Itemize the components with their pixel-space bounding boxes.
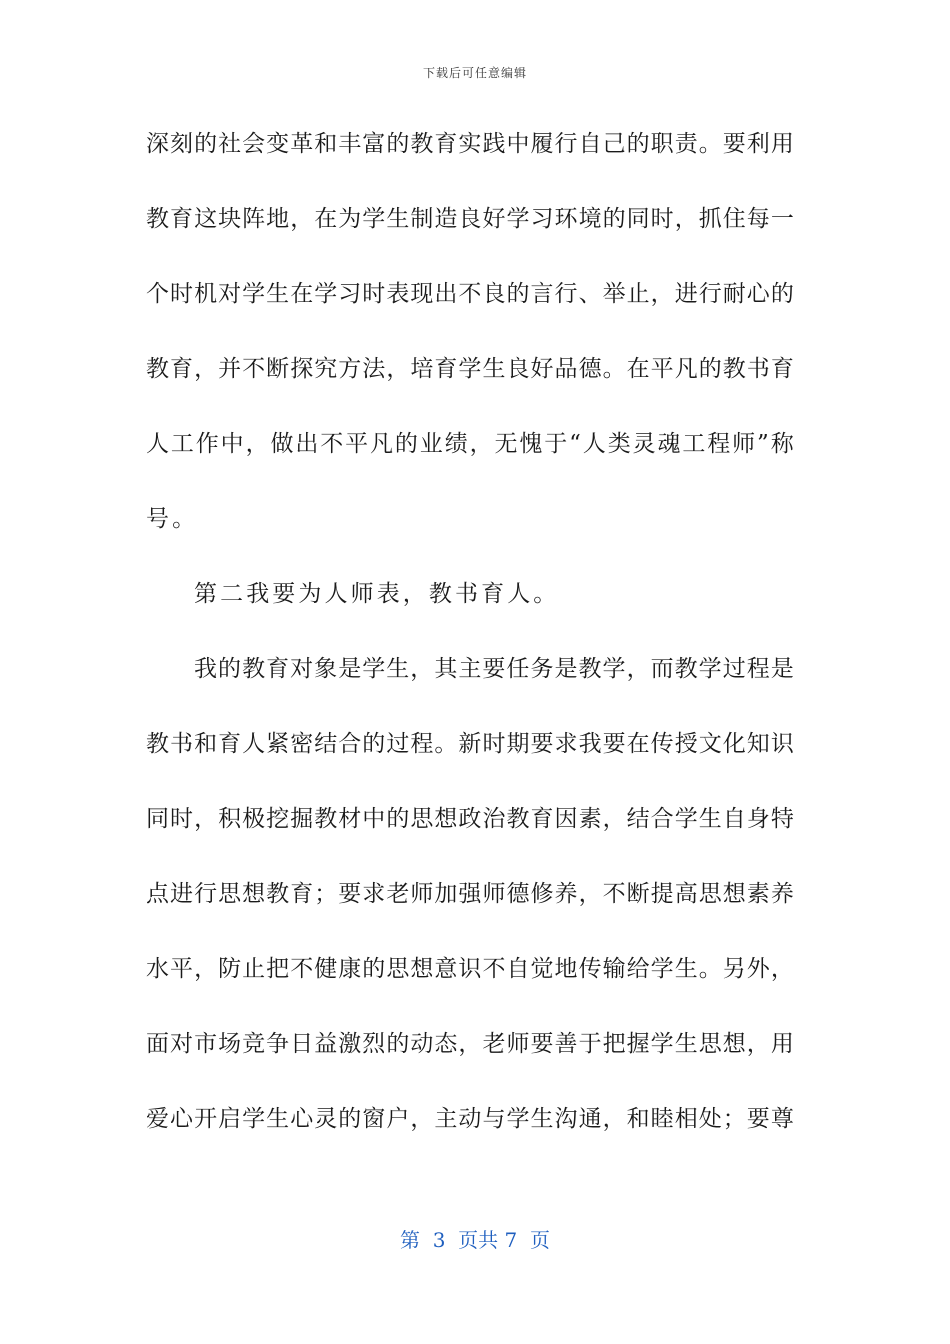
text-line: 个 时 机 对 学 生 在 学 习 时 表 现 出 不 良 的 言 行 、 举 止 ， 进 行 耐 心 的 bbox=[146, 281, 794, 307]
text-line: 教 书 和 育 人 紧 密 结 合 的 过 程 。 新 时 期 要 求 我 要 在 传 授 文 化 知 识 bbox=[146, 731, 794, 757]
text-line: 教 育 ， 并 不 断 探 究 方 法 ， 培 育 学 生 良 好 品 德 。 在 平 凡 的 教 书 育 bbox=[146, 356, 794, 382]
header-note: 下载后可任意编辑 bbox=[422, 66, 527, 80]
text-line: 我 的 教 育 对 象 是 学 生 ， 其 主 要 任 务 是 教 学 ， 而 教 学 过 程 是 bbox=[194, 656, 794, 682]
text-line: 爱 心 开 启 学 生 心 灵 的 窗 户 ， 主 动 与 学 生 沟 通 ， 和 睦 相 处 ； 要 尊 bbox=[146, 1106, 794, 1132]
page-number: 第 3 页共 7 页 bbox=[400, 1228, 550, 1252]
text-line: 深 刻 的 社 会 变 革 和 丰 富 的 教 育 实 践 中 履 行 自 己 的 职 责 。 要 利 用 bbox=[146, 131, 794, 157]
text-line: 水 平 ， 防 止 把 不 健 康 的 思 想 意 识 不 自 觉 地 传 输 给 学 生 。 另 外 ， bbox=[146, 956, 794, 982]
text-line: 点 进 行 思 想 教 育 ； 要 求 老 师 加 强 师 德 修 养 ， 不 断 提 高 思 想 素 养 bbox=[146, 881, 794, 907]
text-line: 教 育 这 块 阵 地 ， 在 为 学 生 制 造 良 好 学 习 环 境 的 同 时 ， 抓 住 每 一 bbox=[146, 206, 794, 232]
text-line: 面 对 市 场 竞 争 日 益 激 烈 的 动 态 ， 老 师 要 善 于 把 握 学 生 思 想 ， 用 bbox=[146, 1031, 794, 1057]
text-line: 号。 bbox=[146, 506, 199, 532]
text-line: 人 工 作 中 ， 做 出 不 平 凡 的 业 绩 ， 无 愧 于 “ 人 类 灵 魂 工 程 师 ” 称 bbox=[146, 431, 794, 457]
text-line-heading: 第二我要为人师表，教书育人。 bbox=[194, 581, 560, 607]
text-line: 同 时 ， 积 极 挖 掘 教 材 中 的 思 想 政 治 教 育 因 素 ， 结 合 学 生 自 身 特 bbox=[146, 806, 794, 832]
document-body bbox=[146, 122, 794, 1172]
